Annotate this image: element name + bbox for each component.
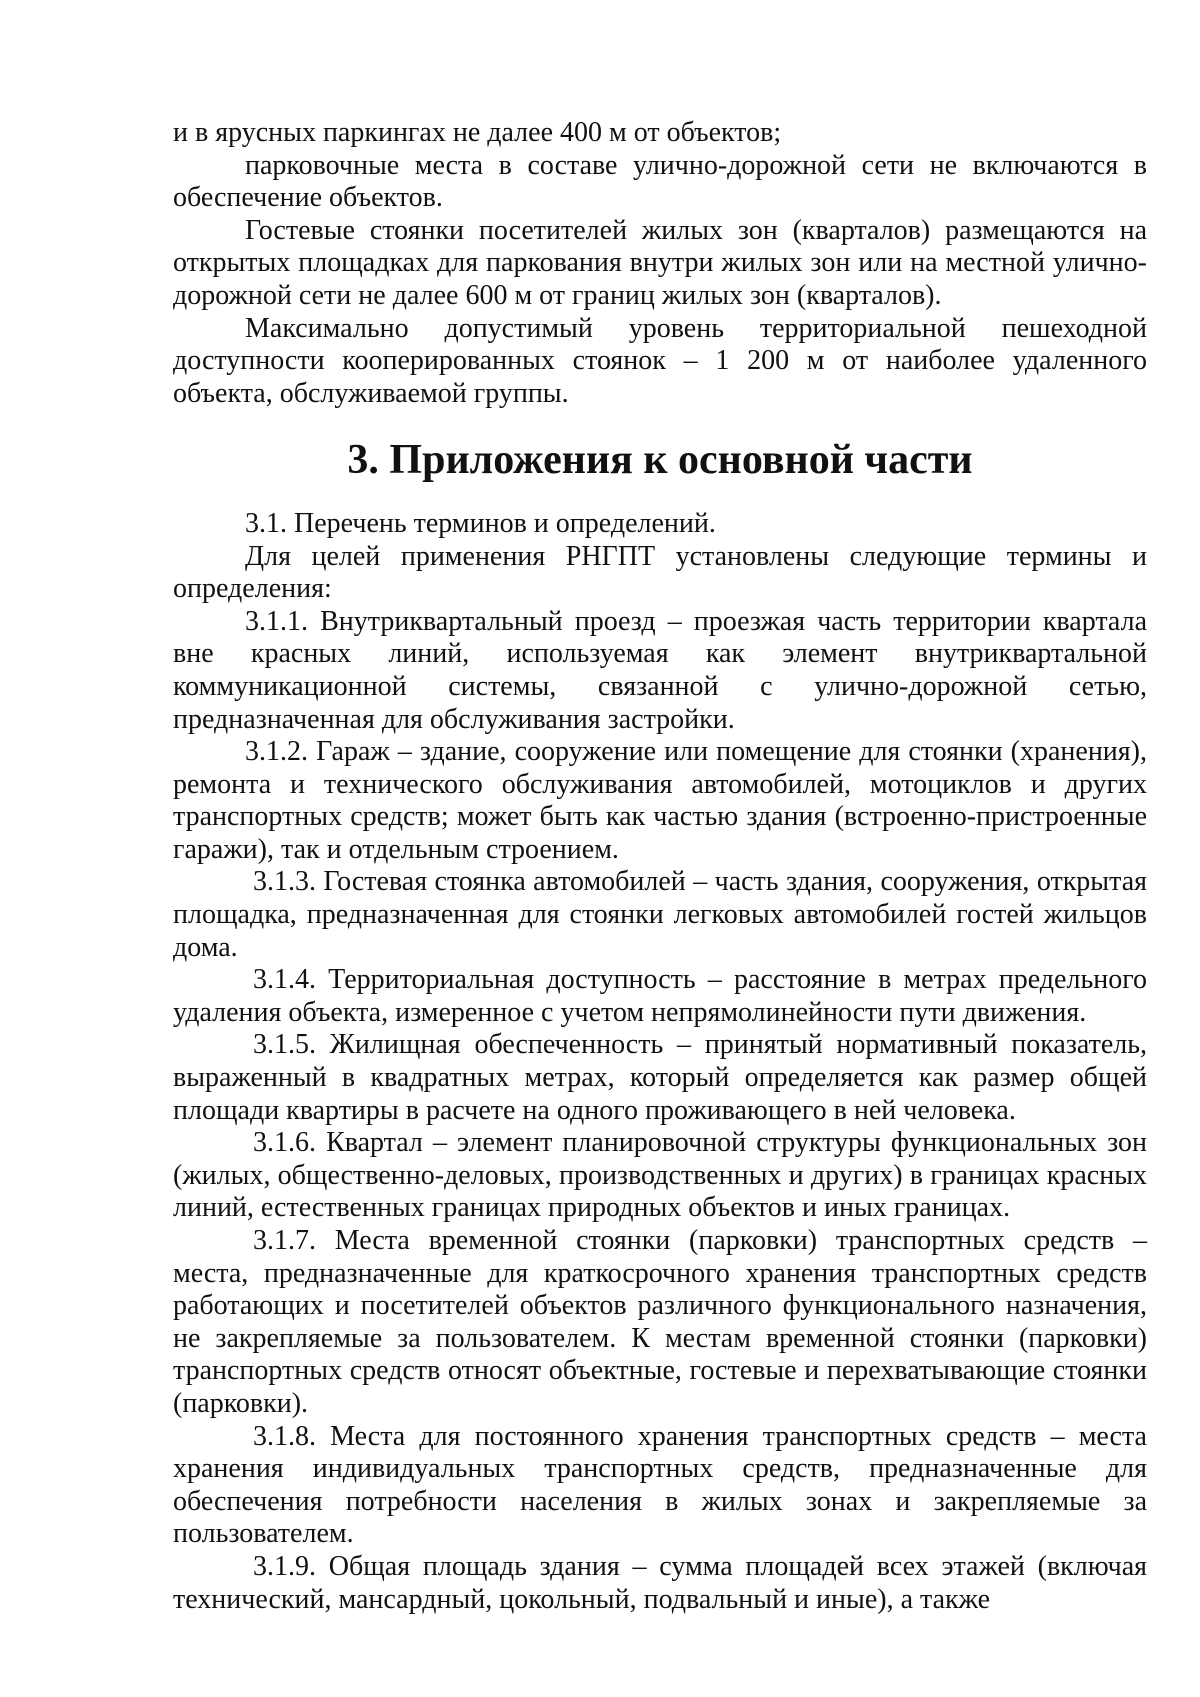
term-3-1-6: 3.1.6. Квартал – элемент планировочной структуры функциональных зон (жилых, общественно-деловых, производственных и других) в границах красных линий, естественных границах природных объектов и иных границах. bbox=[173, 1127, 1147, 1224]
paragraph-street-parking: парковочные места в составе улично-дорожной сети не включаются в обеспечение объектов. bbox=[173, 149, 1147, 214]
term-3-1-9: 3.1.9. Общая площадь здания – сумма площадей всех этажей (включая технический, мансардный, цокольный, подвальный и иные), а также bbox=[173, 1550, 1147, 1615]
paragraph-max-accessibility: Максимально допустимый уровень территориальной пешеходной доступности кооперированных стоянок – 1 200 м от наиболее удаленного объекта, обслуживаемой группы. bbox=[173, 312, 1147, 409]
document-page bbox=[173, 117, 1147, 1616]
paragraph-parking-distance: и в ярусных паркингах не далее 400 м от объектов; bbox=[173, 117, 782, 148]
term-3-1-8: 3.1.8. Места для постоянного хранения транспортных средств – места хранения индивидуальных транспортных средств, предназначенные для обеспечения потребности населения в жилых зонах и закрепляемые за пользователем. bbox=[173, 1420, 1147, 1550]
term-3-1-5: 3.1.5. Жилищная обеспеченность – принятый нормативный показатель, выраженный в квадратных метрах, который определяется как размер общей площади квартиры в расчете на одного проживающего в ней человека. bbox=[173, 1029, 1147, 1126]
term-3-1-7: 3.1.7. Места временной стоянки (парковки) транспортных средств – места, предназначенные для краткосрочного хранения транспортных средств работающих и посетителей объектов различного функционального назначения, не закрепляемые за пользователем. К местам временной стоянки (парковки) транспортных средств относят объектные, гостевые и перехватывающие стоянки (парковки). bbox=[173, 1225, 1147, 1419]
term-3-1-1: 3.1.1. Внутриквартальный проезд – проезжая часть территории квартала вне красных линий, используемая как элемент внутриквартальной коммуникационной системы, связанной с улично-дорожной сетью, предназначенная для обслуживания застройки. bbox=[173, 605, 1147, 735]
paragraph-guest-parking: Гостевые стоянки посетителей жилых зон (кварталов) размещаются на открытых площадках для паркования внутри жилых зон или на местной улично-дорожной сети не далее 600 м от границ жилых зон (кварталов). bbox=[173, 214, 1147, 311]
term-3-1-4: 3.1.4. Территориальная доступность – расстояние в метрах предельного удаления объекта, измеренное с учетом непрямолинейности пути движения. bbox=[173, 964, 1147, 1028]
paragraph-terms-intro: Для целей применения РНГПТ установлены следующие термины и определения: bbox=[173, 540, 1147, 605]
paragraph-terms-list: 3.1. Перечень терминов и определений. bbox=[245, 507, 716, 539]
term-3-1-3: 3.1.3. Гостевая стоянка автомобилей – часть здания, сооружения, открытая площадка, предназначенная для стоянки легковых автомобилей гостей жильцов дома. bbox=[173, 866, 1147, 963]
section-heading: 3. Приложения к основной части bbox=[347, 437, 973, 484]
term-3-1-2: 3.1.2. Гараж – здание, сооружение или помещение для стоянки (хранения), ремонта и технического обслуживания автомобилей, мотоциклов и других транспортных средств; может быть как частью здания (встроенно-пристроенные гаражи), так и отдельным строением. bbox=[173, 736, 1147, 865]
